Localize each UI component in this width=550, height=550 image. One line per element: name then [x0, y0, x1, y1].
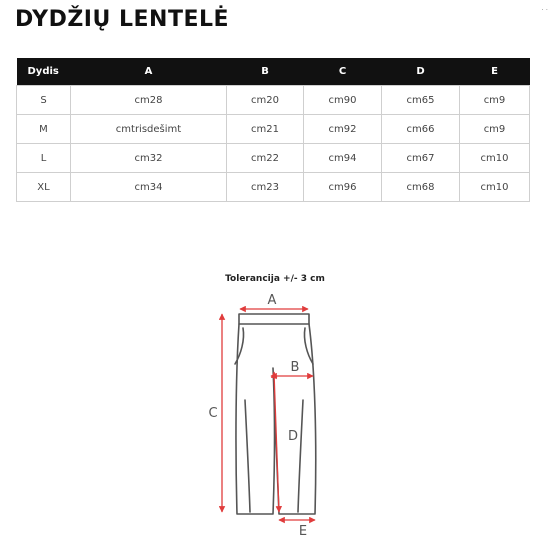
table-cell: cm32 — [71, 144, 227, 173]
table-cell: cmtrisdešimt — [71, 115, 227, 144]
table-row — [17, 173, 530, 202]
table-row — [17, 115, 530, 144]
table-cell: cm28 — [71, 86, 227, 115]
size-table — [16, 58, 530, 202]
trousers-diagram — [195, 290, 355, 545]
header-size: Dydis — [17, 58, 71, 86]
left-seam — [245, 400, 250, 512]
table-cell: cm21 — [227, 115, 304, 144]
header-c: C — [304, 58, 382, 86]
table-cell: cm66 — [382, 115, 460, 144]
measure-b-label: B — [290, 360, 300, 375]
table-cell: cm10 — [460, 173, 530, 202]
table-cell: cm67 — [382, 144, 460, 173]
table-cell: L — [17, 144, 71, 173]
table-cell: cm10 — [460, 144, 530, 173]
table-cell: cm9 — [460, 86, 530, 115]
table-cell: cm92 — [304, 115, 382, 144]
header-e: E — [460, 58, 530, 86]
table-cell: M — [17, 115, 71, 144]
table-cell: cm34 — [71, 173, 227, 202]
left-pocket — [235, 328, 244, 364]
page-title: DYDŽIŲ LENTELĖ — [15, 7, 230, 32]
table-header-row — [17, 58, 530, 86]
right-seam — [298, 400, 303, 512]
measure-c-label: C — [208, 406, 218, 421]
table-cell: XL — [17, 173, 71, 202]
corner-mark: · · — [541, 6, 548, 14]
table-row — [17, 144, 530, 173]
table-row — [17, 86, 530, 115]
measure-a-label: A — [267, 293, 277, 308]
waistband — [239, 314, 309, 324]
tolerance-note: Tolerancija +/- 3 cm — [225, 274, 325, 284]
header-a: A — [71, 58, 227, 86]
table-cell: cm90 — [304, 86, 382, 115]
table-cell: cm65 — [382, 86, 460, 115]
table-cell: cm68 — [382, 173, 460, 202]
table-cell: cm23 — [227, 173, 304, 202]
header-d: D — [382, 58, 460, 86]
table-cell: cm22 — [227, 144, 304, 173]
table-cell: cm94 — [304, 144, 382, 173]
header-b: B — [227, 58, 304, 86]
table-cell: cm96 — [304, 173, 382, 202]
measure-e-label: E — [298, 524, 308, 539]
table-cell: cm20 — [227, 86, 304, 115]
table-cell: cm9 — [460, 115, 530, 144]
measure-d-label: D — [287, 429, 299, 444]
table-cell: S — [17, 86, 71, 115]
